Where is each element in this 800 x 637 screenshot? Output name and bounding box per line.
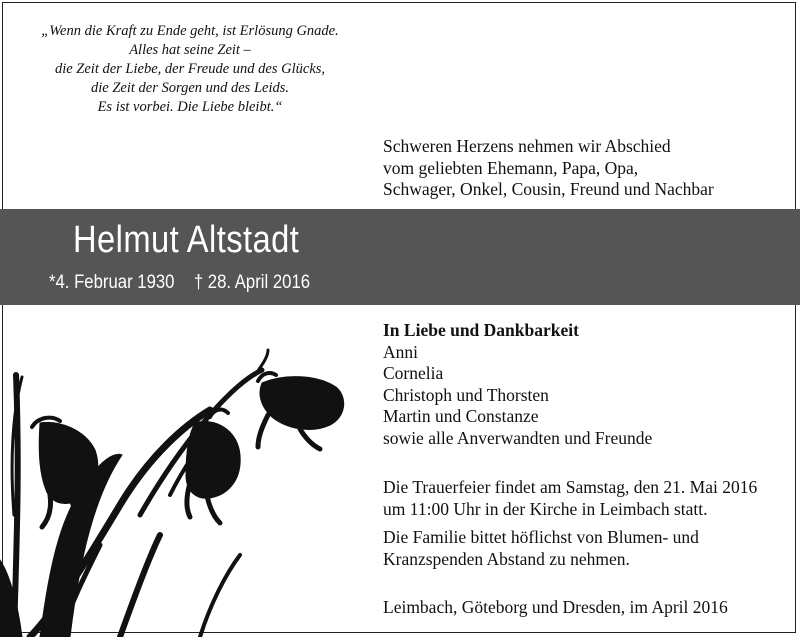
mourners-heading: In Liebe und Dankbarkeit	[383, 320, 579, 340]
mourner-name: Anni	[383, 341, 418, 362]
funeral-info	[383, 477, 757, 520]
mourner-name: Christoph und Thorsten	[383, 384, 549, 405]
intro-text	[383, 136, 714, 201]
quote-line: Alles hat seine Zeit –	[129, 42, 251, 58]
mourner-name: sowie alle Anverwandten und Freunde	[383, 427, 653, 448]
request-line: Die Familie bittet höflichst von Blumen- und	[383, 527, 699, 547]
death-date: † 28. April 2016	[193, 272, 311, 293]
funeral-line: Die Trauerfeier findet am Samstag, den 21. Mai 2016	[383, 477, 758, 497]
quote-line: „Wenn die Kraft zu Ende geht, ist Erlösung Gnade.	[41, 23, 339, 39]
request-line: Kranzspenden Abstand zu nehmen.	[383, 548, 630, 569]
deceased-name: Helmut Altstadt	[73, 219, 300, 261]
quote-line: Es ist vorbei. Die Liebe bleibt.“	[97, 99, 283, 115]
quote-line: die Zeit der Sorgen und des Leids.	[90, 80, 289, 96]
mourner-name: Cornelia	[383, 363, 444, 383]
funeral-line: um 11:00 Uhr in der Kirche in Leimbach statt.	[383, 498, 708, 519]
mourner-name: Martin und Constanze	[383, 406, 539, 426]
mourners-list	[383, 320, 652, 449]
intro-line: Schweren Herzens nehmen wir Abschied	[383, 136, 671, 156]
quote-line: die Zeit der Liebe, der Freude und des Glücks,	[54, 61, 326, 77]
intro-line: vom geliebten Ehemann, Papa, Opa,	[383, 157, 639, 178]
flower-request	[383, 527, 699, 570]
signoff-line	[383, 597, 728, 619]
signoff-text: Leimbach, Göteborg und Dresden, im April 2016	[383, 597, 728, 617]
snowdrop-silhouette-icon	[0, 305, 360, 637]
quote-block	[20, 22, 360, 117]
life-dates	[49, 271, 310, 295]
birth-date: *4. Februar 1930	[49, 272, 175, 293]
intro-line: Schwager, Onkel, Cousin, Freund und Nachbar	[383, 179, 714, 199]
